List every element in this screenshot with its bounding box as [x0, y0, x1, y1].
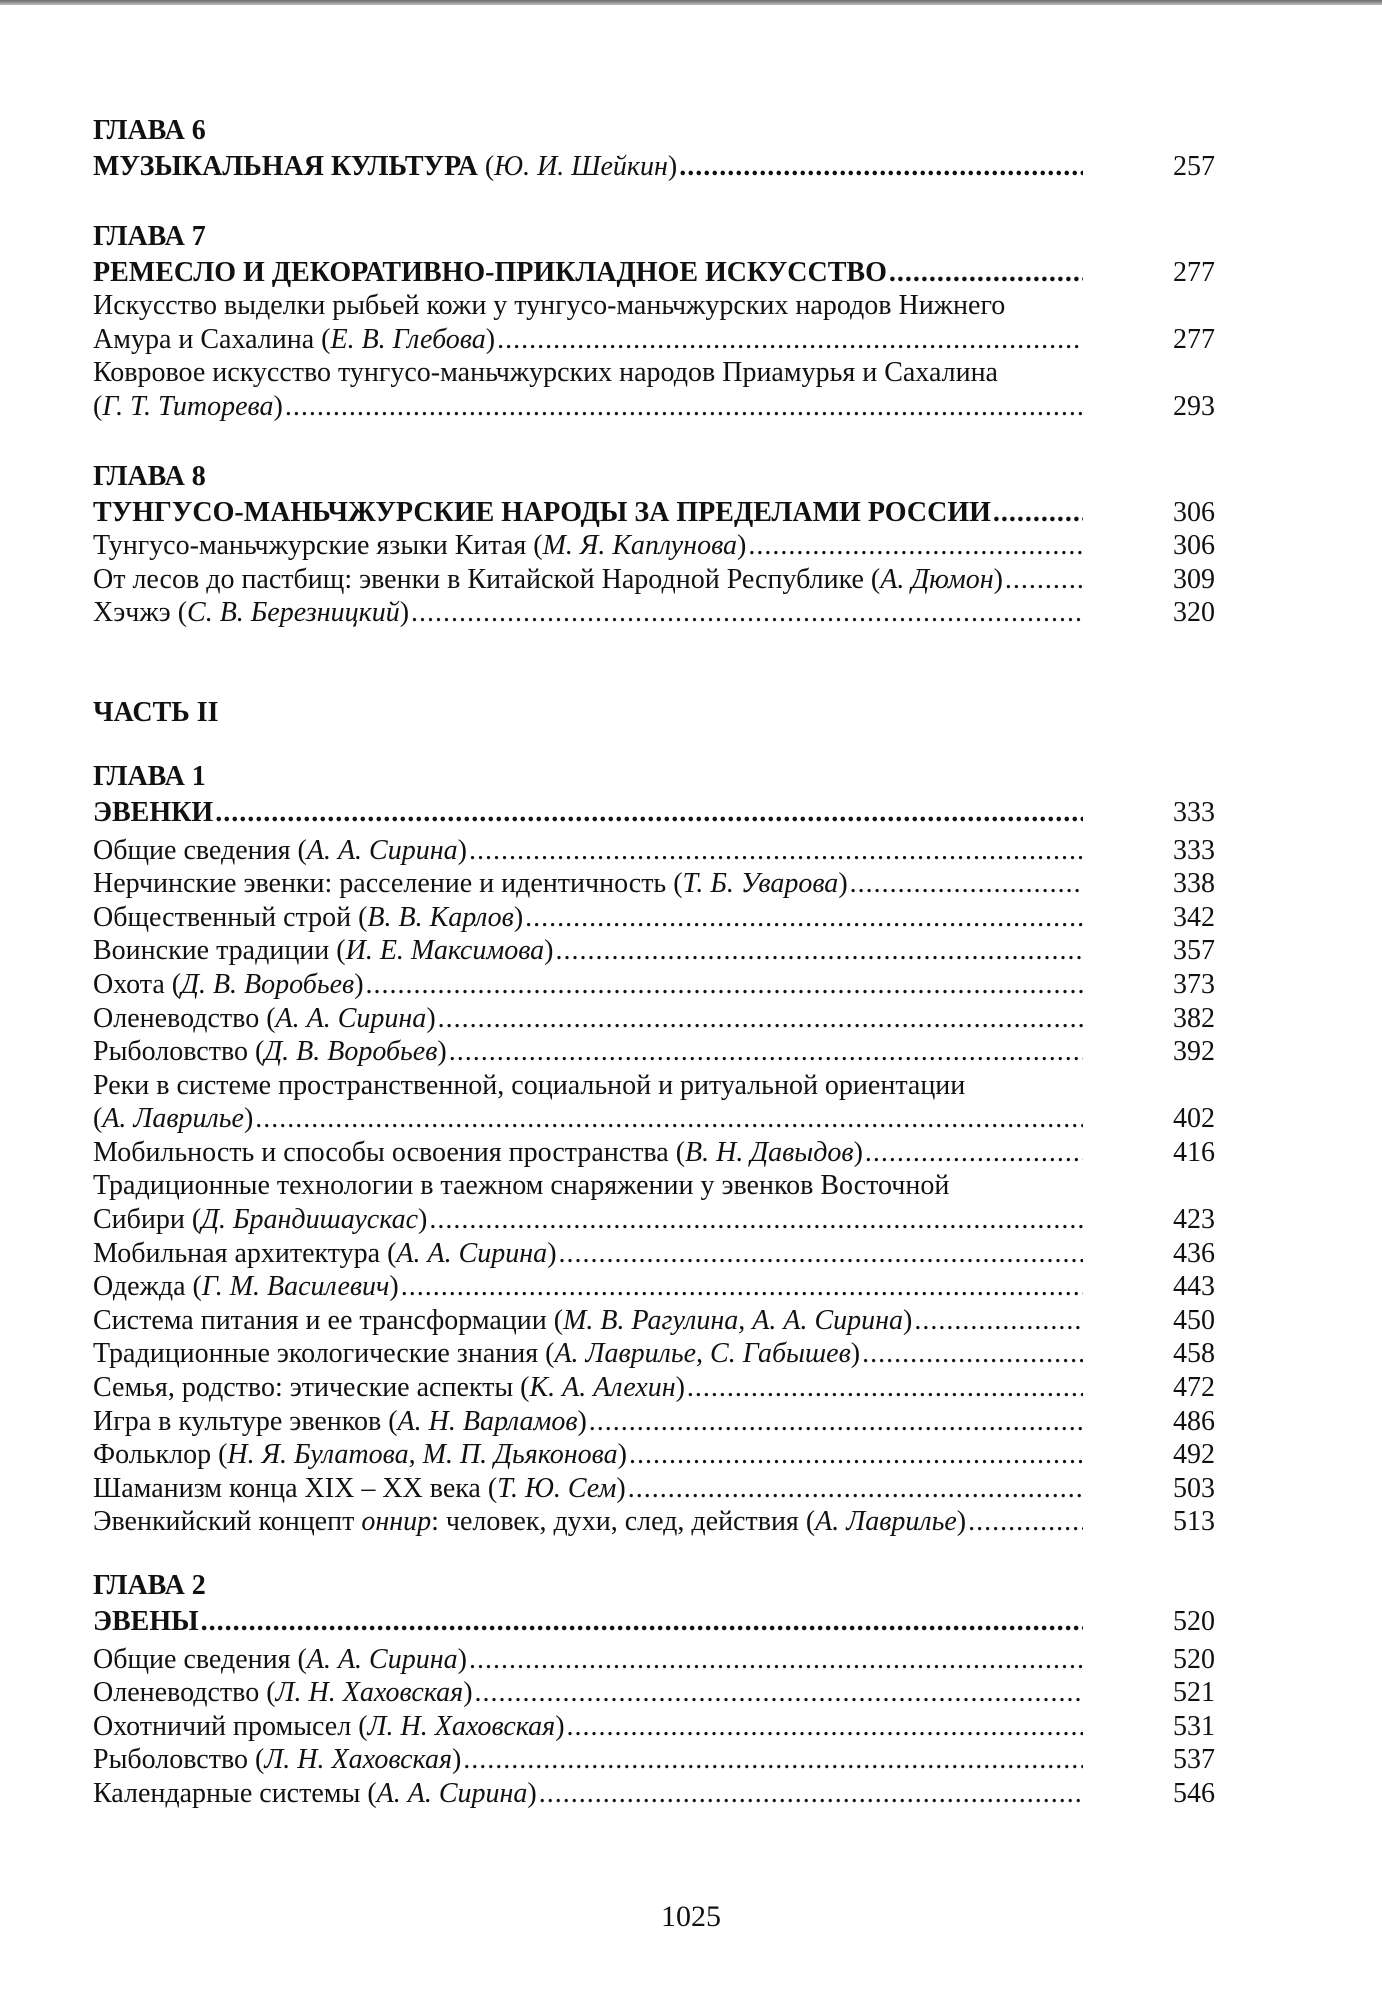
- entry-text: Рыболовство: [93, 1744, 248, 1776]
- author: И. Е. Максимова: [345, 935, 545, 967]
- table-of-contents: [93, 112, 1215, 1811]
- entry-text: От лесов до пастбищ: эвенки в Китайской Народной Республике: [93, 563, 864, 595]
- author: В. В. Карлов: [367, 901, 514, 933]
- page-ref: 306: [1173, 530, 1215, 562]
- page-ref: 320: [1173, 597, 1215, 629]
- page-ref: 537: [1173, 1744, 1215, 1776]
- dot-leader: [449, 1035, 1083, 1069]
- dot-leader: [215, 796, 1083, 830]
- toc-entry: Одежда (Г. М. Василевич) ..... 443: [93, 1270, 1215, 1304]
- page-ref: 293: [1173, 390, 1215, 422]
- entry-text: Хэчжэ: [93, 597, 171, 629]
- toc-entry: Семья, родство: этические аспекты (К. А. Алехин) ..... 472: [93, 1371, 1215, 1405]
- dot-leader: [862, 1337, 1083, 1371]
- entry-text: Мобильная архитектура: [93, 1237, 381, 1269]
- dot-leader: [1005, 563, 1083, 597]
- author: Ю. И. Шейкин: [494, 151, 668, 182]
- toc-entry: Общие сведения (А. А. Сирина) ..... 520: [93, 1643, 1215, 1677]
- entry-text: Сибири: [93, 1204, 185, 1236]
- toc-entry: Мобильная архитектура (А. А. Сирина) ..... 436: [93, 1237, 1215, 1271]
- author: А. А. Сирина: [275, 1002, 427, 1034]
- entry-text: Общественный строй: [93, 901, 352, 933]
- author: К. А. Алехин: [529, 1372, 676, 1404]
- chapter-title-row: [93, 796, 1215, 830]
- toc-entry: Охота (Д. В. Воробьев) ..... 373: [93, 968, 1215, 1002]
- entry-text: Эвенкийский концепт: [93, 1506, 355, 1538]
- page-ref: 342: [1173, 901, 1215, 933]
- author: А. А. Сирина: [306, 834, 458, 866]
- dot-leader: [429, 1203, 1083, 1237]
- author: А. Лаврилье, С. Габышев: [554, 1338, 851, 1370]
- page-ref: 382: [1173, 1002, 1215, 1034]
- dot-leader: [539, 1777, 1083, 1811]
- page-top-edge: [0, 0, 1382, 5]
- author: М. В. Рагулина, А. А. Сирина: [563, 1304, 904, 1336]
- dot-leader: [525, 901, 1083, 935]
- chapter-label: ГЛАВА 1: [93, 760, 206, 792]
- entry-text: Нерчинские эвенки: расселение и идентичность: [93, 868, 667, 900]
- toc-entry: Тунгусо-маньчжурские языки Китая (М. Я. Каплунова) ..... 306: [93, 529, 1215, 563]
- author: Т. Ю. Сем: [497, 1472, 617, 1504]
- author: А. Дюмон: [880, 563, 994, 595]
- toc-entry: Рыболовство (Л. Н. Хаховская) ..... 537: [93, 1743, 1215, 1777]
- author: М. Я. Каплунова: [542, 530, 738, 562]
- chapter-title-row: [93, 256, 1215, 290]
- dot-leader: [438, 1002, 1083, 1036]
- chapter-title: ЭВЕНКИ: [93, 796, 214, 828]
- chapter-label: ГЛАВА 8: [93, 460, 206, 492]
- entry-text: Система питания и ее трансформации: [93, 1304, 547, 1336]
- chapter-title: ЭВЕНЫ: [93, 1606, 199, 1637]
- page-ref: 333: [1173, 796, 1215, 828]
- entry-text: Тунгусо-маньчжурские языки Китая: [93, 530, 527, 562]
- author: Г. Т. Титорева: [102, 390, 274, 422]
- page-ref: 306: [1173, 496, 1215, 528]
- author: А. Лаврилье: [815, 1506, 957, 1538]
- page-ref: 450: [1173, 1304, 1215, 1336]
- toc-entry: Общественный строй (В. В. Карлов) ..... 342: [93, 901, 1215, 935]
- chapter-title-row: [93, 496, 1215, 530]
- dot-leader: [559, 1237, 1083, 1271]
- toc-entry: Амура и Сахалина (Е. В. Глебова) ..... 277: [93, 323, 1215, 357]
- dot-leader: [993, 496, 1083, 530]
- entry-text: Одежда: [93, 1271, 186, 1303]
- dot-leader: [968, 1505, 1083, 1539]
- page-ref: 257: [1173, 151, 1215, 182]
- author: Н. Я. Булатова, М. П. Дьяконова: [227, 1439, 618, 1471]
- page-ref: 402: [1173, 1103, 1215, 1135]
- toc-entry: Фольклор (Н. Я. Булатова, М. П. Дьяконова) ..... 492: [93, 1438, 1215, 1472]
- entry-text: Шаманизм конца XIX – XX века: [93, 1472, 481, 1504]
- chapter-title-row: [93, 1605, 1215, 1639]
- entry-term: оннир: [361, 1506, 432, 1538]
- chapter-label: ГЛАВА 6: [93, 115, 206, 146]
- page-ref: 513: [1173, 1506, 1215, 1538]
- toc-entry: Традиционные экологические знания (А. Лаврилье, С. Габышев) ..... 458: [93, 1337, 1215, 1371]
- entry-text: Воинские традиции: [93, 935, 330, 967]
- author: Е. В. Глебова: [330, 323, 486, 355]
- dot-leader: [679, 150, 1083, 184]
- author: Г. М. Василевич: [201, 1271, 390, 1303]
- page-ref: 357: [1173, 935, 1215, 967]
- page-ref: 458: [1173, 1338, 1215, 1370]
- toc-entry: Общие сведения (А. А. Сирина) ..... 333: [93, 834, 1215, 868]
- entry-text: Рыболовство: [93, 1036, 248, 1068]
- entry-text: Семья, родство: этические аспекты: [93, 1372, 514, 1404]
- dot-leader: [629, 1438, 1083, 1472]
- page-ref: 373: [1173, 968, 1215, 1000]
- dot-leader: [285, 390, 1083, 424]
- author: Л. Н. Хаховская: [367, 1710, 556, 1742]
- author: Л. Н. Хаховская: [264, 1744, 452, 1776]
- entry-text: Календарные системы: [93, 1777, 361, 1809]
- author: С. В. Березницкий: [187, 597, 400, 629]
- dot-leader: [889, 256, 1083, 290]
- toc-entry: От лесов до пастбищ: эвенки в Китайской Народной Республике (А. Дюмон) ..... 309: [93, 563, 1215, 597]
- toc-entry: Оленеводство (А. А. Сирина) ..... 382: [93, 1002, 1215, 1036]
- dot-leader: [687, 1371, 1083, 1405]
- page-ref: 416: [1173, 1136, 1215, 1168]
- toc-entry: Рыболовство (Д. В. Воробьев) ..... 392: [93, 1035, 1215, 1069]
- chapter-title: ТУНГУСО-МАНЬЧЖУРСКИЕ НАРОДЫ ЗА ПРЕДЕЛАМИ РОССИИ: [93, 496, 991, 528]
- dot-leader: [469, 834, 1083, 868]
- page-ref: 436: [1173, 1237, 1215, 1269]
- toc-entry: Хэчжэ (С. В. Березницкий) ..... 320: [93, 596, 1215, 630]
- chapter-title-row: МУЗЫКАЛЬНАЯ КУЛЬТУРА (Ю. И. Шейкин) ..... 257: [93, 150, 1215, 184]
- page-ref: 503: [1173, 1472, 1215, 1504]
- dot-leader: [401, 1270, 1083, 1304]
- author: Л. Н. Хаховская: [275, 1677, 464, 1709]
- dot-leader: [469, 1643, 1083, 1677]
- dot-leader: [865, 1136, 1083, 1170]
- toc-entry: Оленеводство (Л. Н. Хаховская) ..... 521: [93, 1676, 1215, 1710]
- dot-leader: [850, 867, 1083, 901]
- dot-leader: [411, 596, 1083, 630]
- dot-leader: [628, 1472, 1083, 1506]
- dot-leader: [463, 1743, 1083, 1777]
- entry-text: Традиционные экологические знания: [93, 1338, 539, 1370]
- page-ref: 492: [1173, 1439, 1215, 1471]
- part-label: ЧАСТЬ II: [93, 696, 219, 728]
- page-ref: 423: [1173, 1204, 1215, 1236]
- author: Д. Брандишаускас: [201, 1204, 419, 1236]
- page-ref: 520: [1173, 1606, 1215, 1637]
- entry-first-line: Ковровое искусство тунгусо-маньчжурских народов Приамурья и Сахалина: [93, 357, 998, 389]
- dot-leader: [555, 934, 1083, 968]
- toc-entry: (А. Лаврилье) ..... 402: [93, 1102, 1215, 1136]
- page-ref: 277: [1173, 256, 1215, 288]
- toc-entry: Воинские традиции (И. Е. Максимова) ..... 357: [93, 934, 1215, 968]
- page-ref: 521: [1173, 1677, 1215, 1709]
- entry-text: Фольклор: [93, 1439, 212, 1471]
- author: Д. В. Воробьев: [264, 1036, 438, 1068]
- entry-text: Амура и Сахалина: [93, 323, 315, 355]
- author: А. А. Сирина: [376, 1777, 528, 1809]
- toc-entry: Система питания и ее трансформации (М. В. Рагулина, А. А. Сирина) ..... 450: [93, 1304, 1215, 1338]
- chapter-title: РЕМЕСЛО И ДЕКОРАТИВНО-ПРИКЛАДНОЕ ИСКУССТВО: [93, 256, 887, 288]
- entry-first-line: Реки в системе пространственной, социальной и ритуальной ориентации: [93, 1069, 966, 1101]
- dot-leader: [914, 1304, 1083, 1338]
- page-ref: 338: [1173, 868, 1215, 900]
- page-ref: 443: [1173, 1271, 1215, 1303]
- author: А. А. Сирина: [306, 1643, 458, 1675]
- toc-entry: Календарные системы (А. А. Сирина) ..... 546: [93, 1777, 1215, 1811]
- entry-text: Общие сведения: [93, 1643, 291, 1675]
- toc-entry: (Г. Т. Титорева) ..... 293: [93, 390, 1215, 424]
- page-ref: 309: [1173, 563, 1215, 595]
- page-ref: 392: [1173, 1036, 1215, 1068]
- chapter-label: ГЛАВА 7: [93, 220, 206, 252]
- entry-text: Оленеводство: [93, 1002, 260, 1034]
- author: Т. Б. Уварова: [682, 868, 839, 900]
- dot-leader: [475, 1676, 1083, 1710]
- page-ref: 333: [1173, 834, 1215, 866]
- toc-entry: Нерчинские эвенки: расселение и идентичность (Т. Б. Уварова) ..... 338: [93, 867, 1215, 901]
- author: А. А. Сирина: [396, 1237, 548, 1269]
- toc-entry: Мобильность и способы освоения пространства (В. Н. Давыдов) ..... 416: [93, 1136, 1215, 1170]
- page-number: 1025: [661, 1900, 721, 1933]
- toc-entry: Сибири (Д. Брандишаускас) ..... 423: [93, 1203, 1215, 1237]
- dot-leader: [255, 1102, 1083, 1136]
- page-ref: 520: [1173, 1643, 1215, 1675]
- chapter-title: МУЗЫКАЛЬНАЯ КУЛЬТУРА: [93, 151, 478, 182]
- entry-first-line: Искусство выделки рыбьей кожи у тунгусо-маньчжурских народов Нижнего: [93, 290, 1006, 322]
- page-ref: 486: [1173, 1405, 1215, 1437]
- entry-text: Охота: [93, 968, 165, 1000]
- chapter-label: ГЛАВА 2: [93, 1570, 206, 1601]
- entry-first-line: Традиционные технологии в таежном снаряжении у эвенков Восточной: [93, 1170, 950, 1202]
- page-ref: 531: [1173, 1710, 1215, 1742]
- entry-text: Игра в культуре эвенков: [93, 1405, 382, 1437]
- dot-leader: [497, 323, 1083, 357]
- dot-leader: [366, 968, 1083, 1002]
- dot-leader: [567, 1710, 1083, 1744]
- dot-leader: [201, 1605, 1083, 1639]
- page-ref: 472: [1173, 1372, 1215, 1404]
- author: В. Н. Давыдов: [685, 1136, 854, 1168]
- toc-entry: Эвенкийский концепт оннир: человек, духи, след, действия (А. Лаврилье) ..... 513: [93, 1505, 1215, 1539]
- entry-text: : человек, духи, след, действия: [431, 1506, 799, 1538]
- toc-entry: Шаманизм конца XIX – XX века (Т. Ю. Сем) ..... 503: [93, 1472, 1215, 1506]
- entry-text: Мобильность и способы освоения пространства: [93, 1136, 669, 1168]
- toc-entry: Игра в культуре эвенков (А. Н. Варламов) ..... 486: [93, 1405, 1215, 1439]
- page-ref: 277: [1173, 323, 1215, 355]
- author: А. Лаврилье: [102, 1103, 244, 1135]
- author: Д. В. Воробьев: [181, 968, 355, 1000]
- dot-leader: [589, 1405, 1083, 1439]
- author: А. Н. Варламов: [397, 1405, 578, 1437]
- entry-text: Общие сведения: [93, 834, 291, 866]
- dot-leader: [748, 529, 1083, 563]
- entry-text: Охотничий промысел: [93, 1710, 352, 1742]
- toc-entry: Охотничий промысел (Л. Н. Хаховская) ..... 531: [93, 1710, 1215, 1744]
- page-ref: 546: [1173, 1777, 1215, 1809]
- entry-text: Оленеводство: [93, 1677, 260, 1709]
